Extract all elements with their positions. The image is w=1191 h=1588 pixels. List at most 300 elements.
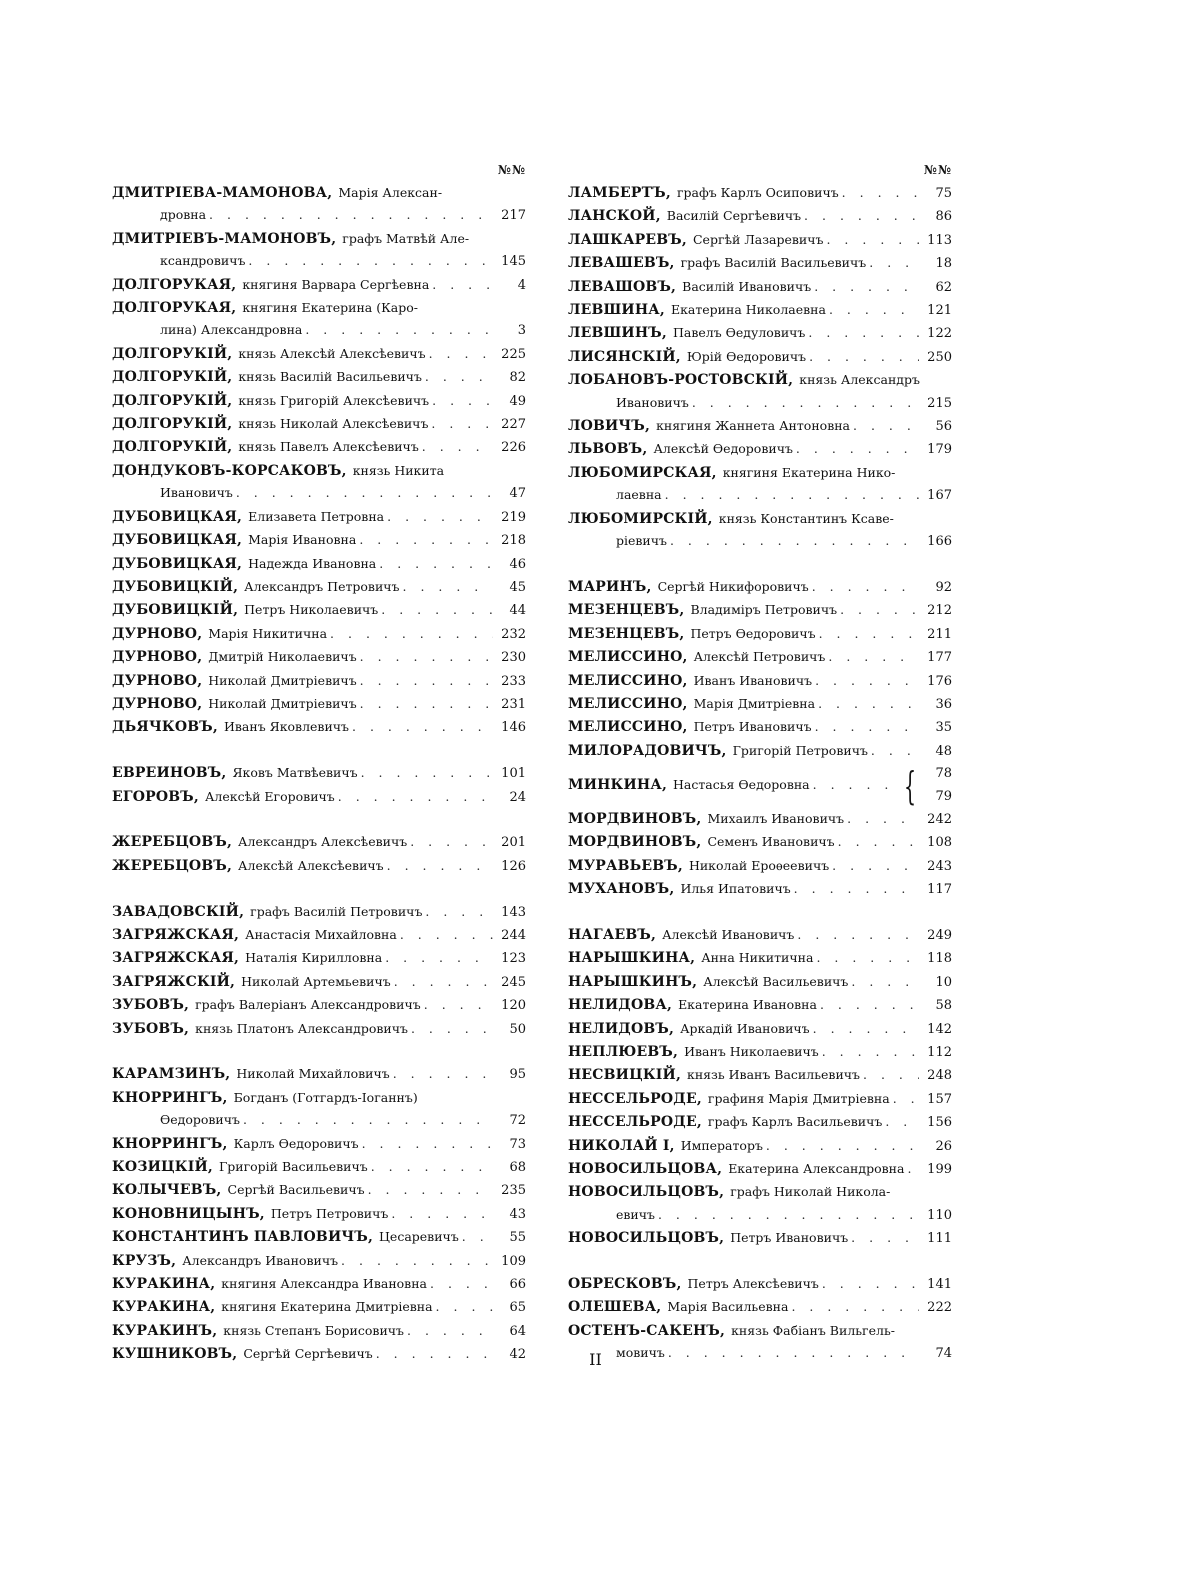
- entry-surname: ЖЕРЕБЦОВЪ,: [112, 857, 233, 874]
- dot-leader: [360, 646, 493, 668]
- index-entry: [112, 1320, 526, 1343]
- index-entry: [112, 413, 526, 436]
- entry-surname: ДУБОВИЦКАЯ,: [112, 555, 243, 572]
- index-entry-line: [112, 506, 526, 529]
- index-entry: [112, 670, 526, 693]
- entry-name-detail: Марія Никитична: [208, 625, 328, 641]
- entry-name-detail: Михаилъ Ивановичъ: [707, 810, 845, 826]
- index-entry-line: [112, 1179, 526, 1202]
- dot-leader: [360, 693, 493, 715]
- entry-surname: ДЬЯЧКОВЪ,: [112, 719, 218, 736]
- index-entry-line: [112, 901, 526, 924]
- entry-page-number: 79: [935, 788, 952, 804]
- dot-leader: [371, 1156, 493, 1178]
- entry-name-detail: Сергѣй Никифоровичъ: [657, 578, 809, 594]
- entry-surname: КНОРРИНГЪ,: [112, 1135, 228, 1152]
- index-entry-line: [568, 623, 952, 646]
- entry-page-number: 82: [509, 370, 526, 386]
- entry-page-number: 56: [935, 419, 952, 435]
- entry-page-number: 62: [935, 279, 952, 295]
- index-entry-line: [568, 392, 952, 415]
- entry-list-left: [112, 182, 526, 1367]
- entry-page-number: 24: [509, 789, 526, 805]
- entry-name-detail: Надежда Ивановна: [248, 555, 377, 571]
- index-entry-line: [568, 276, 952, 299]
- dot-leader: [360, 670, 493, 692]
- entry-name-detail: Илья Ипатовичъ: [680, 881, 791, 897]
- dot-leader: [794, 878, 919, 900]
- entry-surname: МАРИНЪ,: [568, 578, 652, 595]
- entry-page-number: 226: [501, 440, 526, 456]
- index-entry-line: [568, 1273, 952, 1296]
- index-entry: [568, 438, 952, 461]
- entry-page-number: 78: [935, 766, 952, 782]
- index-entry-line: [568, 646, 952, 669]
- entry-surname: ДОЛГОРУКІЙ,: [112, 439, 233, 456]
- dot-leader: [403, 576, 493, 598]
- index-entry-line: [112, 947, 526, 970]
- dot-leader: [847, 808, 919, 830]
- index-entry-line: [568, 716, 952, 739]
- entry-page-number: 10: [935, 974, 952, 990]
- entry-surname: МЕЗЕНЦЕВЪ,: [568, 625, 685, 642]
- index-entry: [568, 576, 952, 599]
- dot-leader: [871, 740, 919, 762]
- entry-page-number: 86: [935, 209, 952, 225]
- index-entry: [112, 831, 526, 854]
- entry-page-number: 199: [927, 1162, 952, 1178]
- index-entry-line: [568, 462, 952, 484]
- entry-name-detail: князь Никита: [352, 462, 445, 478]
- dot-leader: [907, 1158, 919, 1180]
- entry-page-number: 219: [501, 509, 526, 525]
- entry-page-number: 101: [501, 766, 526, 782]
- entry-page-number: 45: [509, 579, 526, 595]
- entry-name-detail: Юрій Ѳедоровичъ: [686, 348, 807, 364]
- index-entry: [568, 1181, 952, 1227]
- entry-surname: КНОРРИНГЪ,: [112, 1089, 228, 1106]
- entry-page-number: 46: [509, 556, 526, 572]
- section-gap: [568, 554, 952, 576]
- index-entry: [568, 346, 952, 369]
- entry-page-number: 232: [501, 626, 526, 642]
- entry-name-detail: Иванъ Яковлевичъ: [223, 719, 350, 735]
- entry-page-number: 92: [935, 579, 952, 595]
- entry-surname: МЕЛИССИНО,: [568, 695, 688, 712]
- index-entry-line: [568, 670, 952, 693]
- entry-surname: НОВОСИЛЬЦОВЪ,: [568, 1184, 725, 1201]
- entry-surname: МЕЗЕНЦЕВЪ,: [568, 602, 685, 619]
- entry-name-detail: Ѳедоровичъ: [160, 1112, 240, 1128]
- index-entry: [568, 855, 952, 878]
- entry-surname: ДОЛГОРУКІЙ,: [112, 345, 233, 362]
- dot-leader: [818, 693, 919, 715]
- dot-leader: [815, 716, 919, 738]
- entry-page-number: 126: [501, 858, 526, 874]
- section-gap: [568, 1251, 952, 1273]
- dot-leader: [853, 415, 919, 437]
- entry-surname: ЕВРЕИНОВЪ,: [112, 765, 227, 782]
- entry-surname: ДУБОВИЦКІЙ,: [112, 602, 239, 619]
- index-entry-line: [112, 529, 526, 552]
- entry-name-detail: князь Степанъ Борисовичъ: [223, 1322, 404, 1338]
- section-gap: [568, 902, 952, 924]
- entry-page-number: 72: [509, 1113, 526, 1129]
- entry-name-detail: Григорій Васильевичъ: [218, 1159, 368, 1174]
- dot-leader: [429, 343, 493, 365]
- entry-name-detail: Алексѣй Егоровичъ: [204, 788, 335, 804]
- entry-name-detail: Николай Ероѳеевичъ: [688, 857, 830, 873]
- entry-surname: НЕПЛЮЕВЪ,: [568, 1043, 679, 1060]
- dot-leader: [393, 1063, 493, 1085]
- dot-leader: [379, 553, 493, 575]
- entry-page-number: 47: [509, 486, 526, 502]
- entry-name-detail: Екатерина Николаевна: [670, 302, 826, 318]
- entry-name-detail: Василій Ивановичъ: [682, 278, 812, 294]
- entry-page-number: 26: [935, 1138, 952, 1154]
- index-entry-line: [112, 1156, 526, 1179]
- entry-name-detail: ксандровичъ: [160, 253, 246, 269]
- entry-page-number: 166: [927, 534, 952, 550]
- index-entry-line: [568, 369, 952, 391]
- entry-surname: НЕЛИДОВЪ,: [568, 1020, 675, 1037]
- index-entry: [568, 1158, 952, 1181]
- index-entry: [568, 1273, 952, 1296]
- index-entry: [568, 1041, 952, 1064]
- index-entry-line: [568, 1181, 952, 1203]
- dot-leader: [838, 831, 919, 853]
- entry-page-number: 222: [927, 1300, 952, 1316]
- entry-name-detail: княгиня Екатерина Нико-: [722, 464, 896, 480]
- entry-name-detail: князь Иванъ Васильевичъ: [687, 1067, 860, 1083]
- entry-page-number: 118: [927, 951, 952, 967]
- entry-page-number: 65: [509, 1300, 526, 1316]
- entry-name-detail: князь Фабіанъ Вильгель-: [731, 1322, 895, 1338]
- entry-page-number: 142: [927, 1021, 952, 1037]
- index-entry: [568, 1088, 952, 1111]
- index-entry-line: [112, 1063, 526, 1086]
- index-entry: [568, 670, 952, 693]
- index-entry: [568, 252, 952, 275]
- entry-name-detail: Сергѣй Лазаревичъ: [692, 231, 824, 247]
- index-entry-line: [568, 299, 952, 322]
- entry-page-number: 244: [501, 927, 526, 943]
- entry-page-number: 112: [927, 1044, 952, 1060]
- index-entry-line: [568, 1064, 952, 1087]
- index-entry-line: [568, 205, 952, 228]
- index-entry-line: [112, 831, 526, 854]
- entry-page-number: 75: [935, 186, 952, 201]
- index-entry: [112, 623, 526, 646]
- entry-page-number: 243: [927, 858, 952, 874]
- entry-surname: МЕЛИССИНО,: [568, 719, 688, 736]
- index-entry-line: [112, 599, 526, 622]
- dot-leader: [236, 482, 493, 504]
- dot-leader: [791, 1296, 919, 1318]
- entry-name-detail: Цесаревичъ: [379, 1229, 459, 1245]
- entry-page-number: 179: [927, 442, 952, 458]
- index-entry-line: [112, 297, 526, 319]
- entry-name-detail: Павелъ Ѳедуловичъ: [672, 325, 806, 341]
- entry-surname: МИЛОРАДОВИЧЪ,: [568, 742, 727, 759]
- index-entry: [112, 1179, 526, 1202]
- entry-page-number: 235: [501, 1183, 526, 1199]
- entry-page-number: 4: [517, 277, 526, 293]
- index-entry: [112, 646, 526, 669]
- index-entry: [568, 276, 952, 299]
- entry-surname: ДОЛГОРУКІЙ,: [112, 416, 233, 433]
- dot-leader: [863, 1064, 919, 1086]
- entry-surname: ДОЛГОРУКАЯ,: [112, 276, 237, 293]
- entry-surname: ОЛЕШЕВА,: [568, 1299, 662, 1316]
- index-entry-line: [112, 1273, 526, 1296]
- index-entry-line: [112, 343, 526, 366]
- entry-page-number: 225: [501, 346, 526, 362]
- index-entry-line: [112, 924, 526, 947]
- index-entry-line: [568, 1227, 952, 1250]
- entry-name-detail: княгиня Екатерина Дмитріевна: [221, 1299, 433, 1315]
- entry-page-number: 250: [927, 349, 952, 365]
- index-entry-line: [112, 274, 526, 297]
- entry-name-detail: мовичъ: [616, 1345, 665, 1361]
- entry-surname: МОРДВИНОВЪ,: [568, 810, 702, 827]
- entry-name-detail: Настасья Ѳедоровна: [673, 777, 810, 793]
- entry-name-detail: Владиміръ Петровичъ: [690, 602, 838, 618]
- index-entry: [112, 297, 526, 343]
- entry-surname: НЕССЕЛЬРОДЕ,: [568, 1114, 702, 1131]
- index-entry-line: [568, 740, 952, 763]
- entry-name-detail: графъ Карлъ Васильевичъ: [707, 1114, 883, 1130]
- entry-surname: ДУБОВИЦКАЯ,: [112, 532, 243, 549]
- index-entry-line: [568, 1296, 952, 1319]
- index-entry: [112, 762, 526, 785]
- dot-leader: [658, 1204, 919, 1226]
- index-entry: [112, 1087, 526, 1133]
- index-entry: [568, 1227, 952, 1250]
- index-entry-line: [112, 460, 526, 482]
- dot-leader: [885, 1111, 919, 1133]
- entry-name-detail: Николай Артемьевичъ: [241, 973, 391, 989]
- entry-name-detail: Петръ Петровичъ: [270, 1205, 389, 1221]
- index-entry: [112, 553, 526, 576]
- entry-name-detail: Григорій Петровичъ: [732, 742, 868, 758]
- entry-page-number: 242: [927, 811, 952, 827]
- index-entry-line: [568, 229, 952, 252]
- entry-name-detail: Анна Никитична: [701, 950, 814, 966]
- entry-name-detail: князь Павелъ Алексѣевичъ: [238, 439, 419, 455]
- column-heading-numbers: №№: [497, 163, 526, 177]
- entry-page-number: 35: [935, 720, 952, 736]
- index-entry: [568, 1064, 952, 1087]
- index-entry: [568, 1018, 952, 1041]
- dot-leader: [430, 1273, 493, 1295]
- section-gap: [112, 740, 526, 762]
- dot-leader: [425, 366, 493, 388]
- index-entry-line: [112, 855, 526, 878]
- entry-list-right: [568, 182, 952, 1366]
- entry-name-detail: Петръ Ивановичъ: [730, 1230, 849, 1246]
- dot-leader: [832, 855, 919, 877]
- entry-page-number: 36: [935, 696, 952, 712]
- index-entry-line: [568, 484, 952, 507]
- entry-surname: НЕССЕЛЬРОДЕ,: [568, 1090, 702, 1107]
- index-entry-line: [112, 1109, 526, 1132]
- entry-surname: НОВОСИЛЬЦОВЪ,: [568, 1230, 725, 1247]
- entry-name-detail: Василій Сергѣевичъ: [666, 208, 802, 224]
- entry-surname: ДОНДУКОВЪ-КОРСАКОВЪ,: [112, 462, 347, 479]
- entry-page-numbers: [926, 763, 952, 808]
- dot-leader: [362, 1133, 493, 1155]
- dot-leader: [400, 924, 493, 946]
- index-entry: [112, 599, 526, 622]
- dot-leader: [815, 670, 919, 692]
- index-entry: [112, 436, 526, 459]
- dot-leader: [411, 1018, 493, 1040]
- entry-name-detail: Петръ Алексѣевичъ: [687, 1276, 819, 1292]
- entry-page-number: 217: [501, 208, 526, 224]
- index-entry-line: [568, 530, 952, 553]
- entry-name-detail: Петръ Ѳедоровичъ: [690, 625, 816, 641]
- entry-name-detail: Иванъ Ивановичъ: [693, 672, 813, 688]
- entry-page-number: 68: [509, 1160, 526, 1175]
- column-heading-numbers: №№: [923, 163, 952, 177]
- entry-name-detail: Яковъ Матвѣевичъ: [232, 765, 358, 781]
- entry-page-number: 233: [501, 673, 526, 689]
- dot-leader: [851, 1227, 919, 1249]
- entry-surname: НАРЫШКИНЪ,: [568, 973, 698, 990]
- entry-page-number: 48: [935, 743, 952, 759]
- index-entry-line: [568, 599, 952, 622]
- dot-leader: [368, 1179, 493, 1201]
- index-entry-line: [568, 1135, 952, 1158]
- index-entry: [568, 369, 952, 415]
- entry-name-detail: Алексѣй Петровичъ: [693, 649, 826, 665]
- index-entry: [112, 390, 526, 413]
- entry-surname: ЛЕВШИНЪ,: [568, 325, 667, 342]
- entry-surname: ЗУБОВЪ,: [112, 997, 190, 1014]
- entry-page-number: 109: [501, 1253, 526, 1269]
- index-entry: [568, 763, 952, 808]
- entry-surname: ЛИСЯНСКІЙ,: [568, 348, 681, 365]
- index-entry-line: [112, 1226, 526, 1249]
- index-column-right: [568, 158, 952, 1366]
- index-entry-line: [568, 947, 952, 970]
- entry-surname: КОНОВНИЦЫНЪ,: [112, 1205, 265, 1222]
- index-entry-line: [112, 482, 526, 505]
- entry-surname: ЛЕВАШОВЪ,: [568, 278, 677, 295]
- entry-page-number: 146: [501, 720, 526, 736]
- entry-surname: ДОЛГОРУКАЯ,: [112, 300, 237, 317]
- dot-leader: [431, 413, 493, 435]
- entry-surname: ОСТЕНЪ-САКЕНЪ,: [568, 1322, 726, 1339]
- entry-name-detail: графъ Василій Петровичъ: [250, 903, 423, 919]
- entry-surname: ЛАМБЕРТЪ,: [568, 185, 671, 201]
- entry-name-detail: графъ Валеріанъ Александровичъ: [195, 997, 421, 1013]
- entry-name-detail: Екатерина Александровна: [728, 1161, 905, 1177]
- dot-leader: [410, 831, 493, 853]
- index-entry-line: [112, 1320, 526, 1343]
- index-column-left: [112, 158, 526, 1367]
- dot-leader: [840, 599, 919, 621]
- entry-surname: ДМИТРІЕВА-МАМОНОВА,: [112, 185, 333, 201]
- dot-leader: [819, 623, 919, 645]
- dot-leader: [361, 762, 493, 784]
- entry-surname: ДУРНОВО,: [112, 649, 203, 666]
- index-entry-line: [568, 1018, 952, 1041]
- entry-surname: ЛЮБОМИРСКАЯ,: [568, 464, 717, 481]
- entry-name-detail: Александръ Ивановичъ: [182, 1252, 339, 1268]
- entry-page-number: 120: [501, 998, 526, 1014]
- entry-name-detail: Марія Васильевна: [667, 1299, 789, 1315]
- dot-leader: [820, 994, 919, 1016]
- entry-surname: ЛОБАНОВЪ-РОСТОВСКІЙ,: [568, 372, 794, 389]
- index-entry-line: [112, 786, 526, 809]
- entry-name-detail: княгиня Жаннета Антоновна: [656, 418, 851, 434]
- index-entry-line: [568, 808, 952, 831]
- entry-surname: ЛЮБОМИРСКІЙ,: [568, 510, 713, 527]
- entry-name-detail: князь Николай Алексѣевичъ: [238, 416, 429, 432]
- dot-leader: [381, 599, 493, 621]
- index-entry-line: [112, 646, 526, 669]
- index-entry: [568, 878, 952, 901]
- entry-page-number: 110: [927, 1207, 952, 1223]
- dot-leader: [359, 529, 493, 551]
- entry-surname: ДУРНОВО,: [112, 695, 203, 712]
- index-entry: [568, 462, 952, 508]
- entry-name-detail: Екатерина Ивановна: [678, 997, 817, 1013]
- entry-page-number: 123: [501, 951, 526, 967]
- index-entry-line: [112, 1133, 526, 1156]
- entry-page-number: 211: [927, 626, 952, 642]
- entry-page-number: 117: [927, 882, 952, 898]
- dot-leader: [330, 623, 493, 645]
- dot-leader: [814, 276, 919, 298]
- entry-page-number: 201: [501, 835, 526, 851]
- index-entry: [112, 994, 526, 1017]
- index-entry-line: [568, 831, 952, 854]
- dot-leader: [338, 786, 493, 808]
- index-entry: [568, 508, 952, 554]
- index-entry: [568, 994, 952, 1017]
- index-entry-line: [568, 1158, 952, 1181]
- index-entry: [112, 1018, 526, 1041]
- entry-page-number: 176: [927, 673, 952, 689]
- entry-surname: ЛЬВОВЪ,: [568, 441, 648, 458]
- index-entry: [112, 1296, 526, 1319]
- index-entry: [568, 322, 952, 345]
- entry-name-detail: Петръ Ивановичъ: [693, 719, 812, 735]
- entry-surname: НИКОЛАЙ I,: [568, 1137, 675, 1154]
- entry-page-number: 230: [501, 650, 526, 666]
- entry-name-detail: князь Платонъ Александровичъ: [195, 1020, 408, 1036]
- index-entry-line: [112, 623, 526, 646]
- index-entry-line: [112, 182, 526, 204]
- entry-surname: КУШНИКОВЪ,: [112, 1346, 238, 1363]
- entry-surname: НЕСВИЦКІЙ,: [568, 1067, 682, 1084]
- index-entry: [112, 1063, 526, 1086]
- dot-leader: [432, 274, 493, 296]
- index-entry: [568, 947, 952, 970]
- entry-page-number: 73: [509, 1136, 526, 1152]
- entry-page-number: 177: [927, 650, 952, 666]
- entry-name-detail: Сергѣй Васильевичъ: [227, 1182, 365, 1198]
- dot-leader: [851, 971, 919, 993]
- entry-page-number: 231: [501, 696, 526, 712]
- entry-surname: НАРЫШКИНА,: [568, 950, 696, 967]
- entry-surname: ЗАВАДОВСКІЙ,: [112, 903, 245, 920]
- index-entry: [112, 855, 526, 878]
- entry-surname: ЕГОРОВЪ,: [112, 788, 199, 805]
